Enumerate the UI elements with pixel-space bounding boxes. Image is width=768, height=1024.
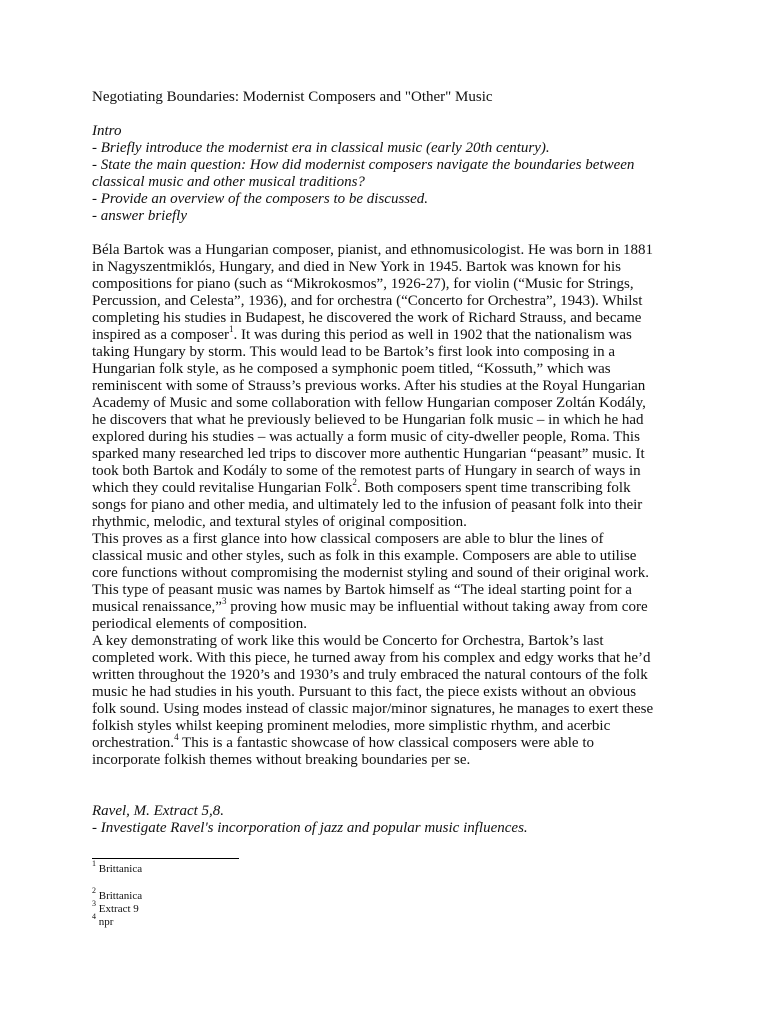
text-fragment: This is a fantastic showcase of how classical composers were able to [178,735,594,751]
intro-bullet: - Provide an overview of the composers to be discussed. [92,191,429,207]
text-line [92,732,682,752]
text-fragment: musical renaissance,” [92,599,222,615]
text-line [92,477,682,497]
intro-bullet: - Briefly introduce the modernist era in classical music (early 20th century). [92,140,550,156]
text-line: explored during his studies – was actually a form music of city-dweller people, Roma. This [92,429,640,445]
text-line: songs for piano and other media, and ultimately led to the infusion of peasant folk into their [92,497,643,513]
intro-bullet: - State the main question: How did modernist composers navigate the boundaries between [92,157,635,173]
ravel-heading: Ravel, M. Extract 5,8. [92,803,225,819]
text-line: periodical elements of composition. [92,616,307,632]
text-line: in Nagyszentmiklós, Hungary, and died in New York in 1945. Bartok was known for his [92,259,621,275]
text-line: music he had studies in his youth. Pursuant to this fact, the piece exists without an obvious [92,684,637,700]
intro-section [92,123,682,225]
footnote-separator [92,858,239,859]
text-line: written throughout the 1920’s and 1930’s and truly embraced the natural contours of the folk [92,667,648,683]
paragraph-bartok-bio [92,242,682,531]
footnote-text: Brittanica [96,890,143,902]
footnote-ref[interactable]: 2 [352,477,357,487]
text-line: compositions for piano (such as “Mikrokosmos”, 1926-27), for violin (“Music for Strings, [92,276,634,292]
footnote-item [92,899,392,916]
footnote-ref[interactable]: 3 [221,596,227,606]
footnote-number: 2 [92,886,96,896]
text-line: completed work. With this piece, he turned away from his complex and edgy works that he’d [92,650,651,666]
text-fragment: proving how music may be influential without taking away from core [226,599,648,615]
footnote-ref[interactable]: 1 [229,324,234,334]
document-content [92,89,682,854]
text-line: he discovers that what he previously believed to be Hungarian folk music – in which he had [92,412,644,428]
document-title: Negotiating Boundaries: Modernist Composers and "Other" Music [92,89,493,105]
footnote-text: npr [96,916,114,928]
ravel-bullet: - Investigate Ravel's incorporation of jazz and popular music influences. [92,820,528,836]
footnote-text: Brittanica [96,863,143,875]
intro-bullet: classical music and other musical traditions? [92,174,365,190]
paragraph-concerto [92,633,682,769]
text-line: completing his studies in Budapest, he discovered the work of Richard Strauss, and became [92,310,642,326]
text-line: reminiscent with some of Strauss’s previous works. After his studies at the Royal Hungarian [92,378,646,394]
intro-bullet: - answer briefly [92,208,187,224]
footnotes [92,858,392,929]
text-fragment: . It was during this period as well in 1902 that the nationalism was [233,327,632,343]
text-line [92,596,682,616]
text-line: sparked many researched led trips to discover more authentic Hungarian “peasant” music. It [92,446,645,462]
footnote-ref[interactable]: 4 [174,732,179,742]
text-fragment: orchestration. [92,735,175,751]
text-line: took both Bartok and Kodály to some of the remotest parts of Hungary in search of ways in [92,463,641,479]
footnote-spacer [92,876,392,890]
text-line: core functions without compromising the modernist styling and sound of their original work. [92,565,649,581]
text-line: This proves as a first glance into how classical composers are able to blur the lines of [92,531,604,547]
text-fragment: inspired as a composer [92,327,230,343]
text-line: Academy of Music and some collaboration with fellow Hungarian composer Zoltán Kodály, [92,395,646,411]
text-line: classical music and other styles, such as folk in this example. Composers are able to utilise [92,548,637,564]
text-line: folk sound. Using modes instead of classic major/minor signatures, he manages to exert these [92,701,654,717]
text-line: Hungarian folk style, as he composed a symphonic poem titled, “Kossuth,” which was [92,361,611,377]
text-line: This type of peasant music was names by Bartok himself as “The ideal starting point for a [92,582,632,598]
paragraph-blur-lines [92,531,682,633]
text-line: rhythmic, melodic, and textural styles of original composition. [92,514,467,530]
text-line: folkish styles whilst keeping prominent melodies, more simplistic rhythm, and acerbic [92,718,611,734]
footnote-item [92,886,392,903]
text-line: Béla Bartok was a Hungarian composer, pianist, and ethnomusicologist. He was born in 1881 [92,242,653,258]
text-line: incorporate folkish themes without breaking boundaries per se. [92,752,471,768]
ravel-section [92,803,682,837]
text-line: Percussion, and Celesta”, 1936), and for orchestra (“Concerto for Orchestra”, 1943). Whilst [92,293,643,309]
text-line: A key demonstrating of work like this would be Concerto for Orchestra, Bartok’s last [92,633,604,649]
footnote-number: 3 [92,899,96,909]
footnote-item [92,859,392,876]
footnote-number: 1 [92,859,96,869]
footnote-number: 4 [92,912,96,922]
text-fragment: . Both composers spent time transcribing folk [356,480,631,496]
text-line: taking Hungary by storm. This would lead to be Bartok’s first look into composing in a [92,344,616,360]
footnote-text: Extract 9 [96,903,139,915]
text-fragment: which they could revitalise Hungarian Folk [92,480,353,496]
text-line [92,324,682,344]
intro-heading: Intro [92,123,122,139]
footnote-item [92,912,392,929]
